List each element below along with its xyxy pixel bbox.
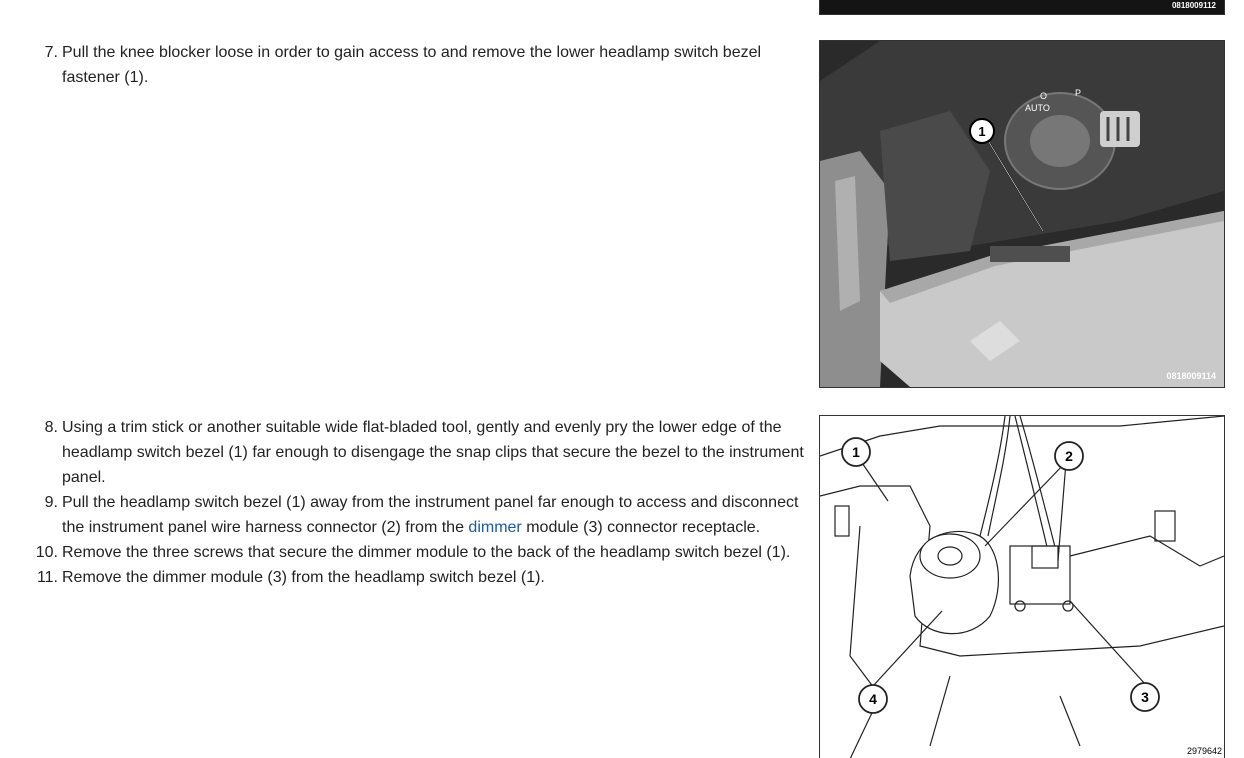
callout-3: 3 (1141, 689, 1149, 705)
knob-label: O (1040, 91, 1048, 101)
step-number: 7. (44, 44, 58, 61)
step-text-before: Pull the headlamp switch bezel (1) away from the instrument panel far enough to access and disconnect the instrument panel wire harness connector (2) from the (62, 494, 799, 536)
callout-1: 1 (852, 444, 860, 460)
callout-2: 2 (1065, 448, 1073, 464)
knob-label: P (1075, 88, 1082, 98)
step-list-1 (0, 40, 800, 90)
step-text: Using a trim stick or another suitable wide flat-bladed tool, gently and evenly pry the lower edge of the headlamp switch bezel (1) far enough to disengage the snap clips that secure the bezel to the instrument panel. (62, 419, 804, 486)
step-number: 11. (36, 569, 58, 586)
step-10 (0, 540, 802, 565)
step-text-after: module (3) connector receptacle. (521, 519, 761, 536)
dimmer-diagram (820, 416, 1224, 758)
step-8 (0, 415, 818, 490)
figure-top-cropped (819, 0, 1225, 15)
step-11 (0, 565, 818, 590)
figure-knee-blocker-photo (819, 40, 1225, 388)
step-7 (0, 40, 800, 90)
figure-id: 0818009114 (1166, 371, 1216, 381)
callout-4: 4 (869, 691, 877, 707)
figure-id: 2979642 (1186, 746, 1222, 756)
knob-label: AUTO (1025, 103, 1050, 113)
step-9 (0, 490, 802, 540)
step-list-2 (0, 415, 818, 590)
step-number: 8. (44, 419, 58, 436)
step-text: Remove the dimmer module (3) from the headlamp switch bezel (1). (62, 569, 545, 586)
figure-dimmer-diagram (819, 415, 1225, 758)
step-text: Remove the three screws that secure the dimmer module to the back of the headlamp switch bezel (1). (62, 544, 791, 561)
knee-blocker-photo (820, 41, 1224, 387)
dimmer-link[interactable]: dimmer (468, 519, 522, 536)
step-number: 10. (35, 544, 58, 561)
step-number: 9. (44, 494, 58, 511)
step-text: Pull the knee blocker loose in order to gain access to and remove the lower headlamp switch bezel fastener (1). (62, 44, 762, 86)
figure-id: 0818009112 (1171, 1, 1216, 10)
callout-1: 1 (978, 124, 986, 139)
